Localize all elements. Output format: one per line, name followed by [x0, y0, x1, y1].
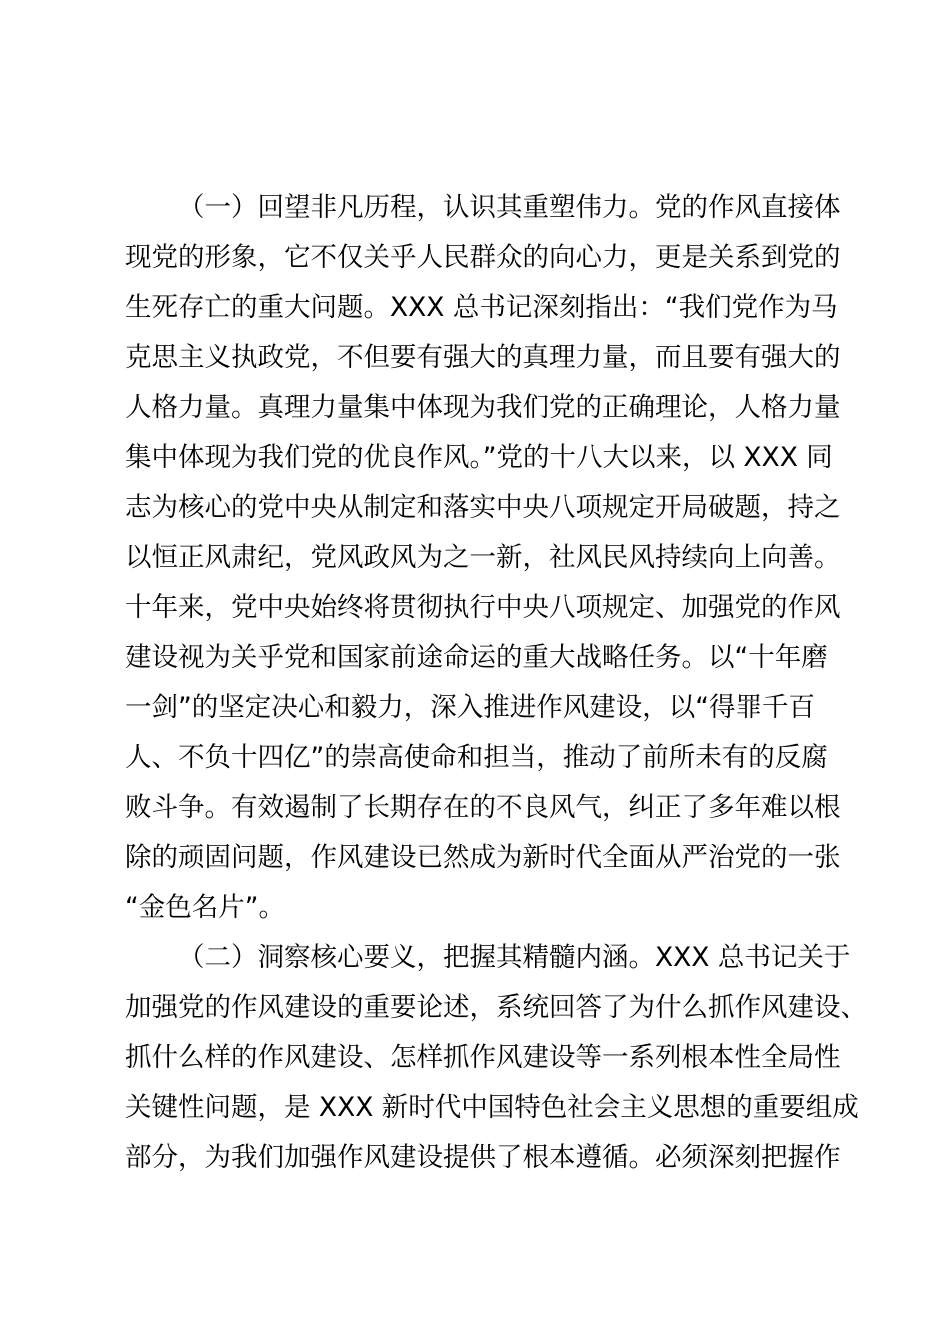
paragraph-1-line: 生死存亡的重大问题。XXX 总书记深刻指出：“我们党作为马: [125, 292, 838, 323]
paragraph-1-line: 除的顽固问题，作风建设已然成为新时代全面从严治党的一张: [125, 842, 841, 873]
paragraph-2-line: 关键性问题，是 XXX 新时代中国特色社会主义思想的重要组成: [125, 1092, 859, 1123]
paragraph-2-line: （二）洞察核心要义，把握其精髓内涵。XXX 总书记关于: [178, 942, 851, 973]
paragraph-1-line: 集中体现为我们党的优良作风。”党的十八大以来，以 XXX 同: [125, 442, 833, 473]
paragraph-1-line: 人、不负十四亿”的崇高使命和担当，推动了前所未有的反腐: [125, 742, 828, 773]
paragraph-1-line: 一剑”的坚定决心和毅力，深入推进作风建设，以“得罪千百: [125, 692, 815, 723]
paragraph-1-line: 人格力量。真理力量集中体现为我们党的正确理论，人格力量: [125, 392, 841, 423]
paragraph-2-line: 部分，为我们加强作风建设提供了根本遵循。必须深刻把握作: [125, 1142, 841, 1173]
paragraph-2-line: 抓什么样的作风建设、怎样抓作风建设等一系列根本性全局性: [125, 1042, 841, 1073]
paragraph-1-line: （一）回望非凡历程，认识其重塑伟力。党的作风直接体: [178, 192, 841, 223]
paragraph-1-line: 克思主义执政党，不但要有强大的真理力量，而且要有强大的: [125, 342, 841, 373]
paragraph-1-line: 败斗争。有效遏制了长期存在的不良风气，纠正了多年难以根: [125, 792, 841, 823]
body-text: [125, 183, 867, 1183]
paragraph-2-line: 加强党的作风建设的重要论述，系统回答了为什么抓作风建设、: [125, 992, 867, 1023]
paragraph-1-line: “金色名片”。: [125, 892, 285, 923]
paragraph-1-line: 以恒正风肃纪，党风政风为之一新，社风民风持续向上向善。: [125, 542, 841, 573]
paragraph-1-line: 志为核心的党中央从制定和落实中央八项规定开局破题，持之: [125, 492, 841, 523]
paragraph-1-line: 现党的形象，它不仅关乎人民群众的向心力，更是关系到党的: [125, 242, 841, 273]
paragraph-1-line: 建设视为关乎党和国家前途命运的重大战略任务。以“十年磨: [125, 642, 828, 673]
paragraph-1-line: 十年来，党中央始终将贯彻执行中央八项规定、加强党的作风: [125, 592, 841, 623]
